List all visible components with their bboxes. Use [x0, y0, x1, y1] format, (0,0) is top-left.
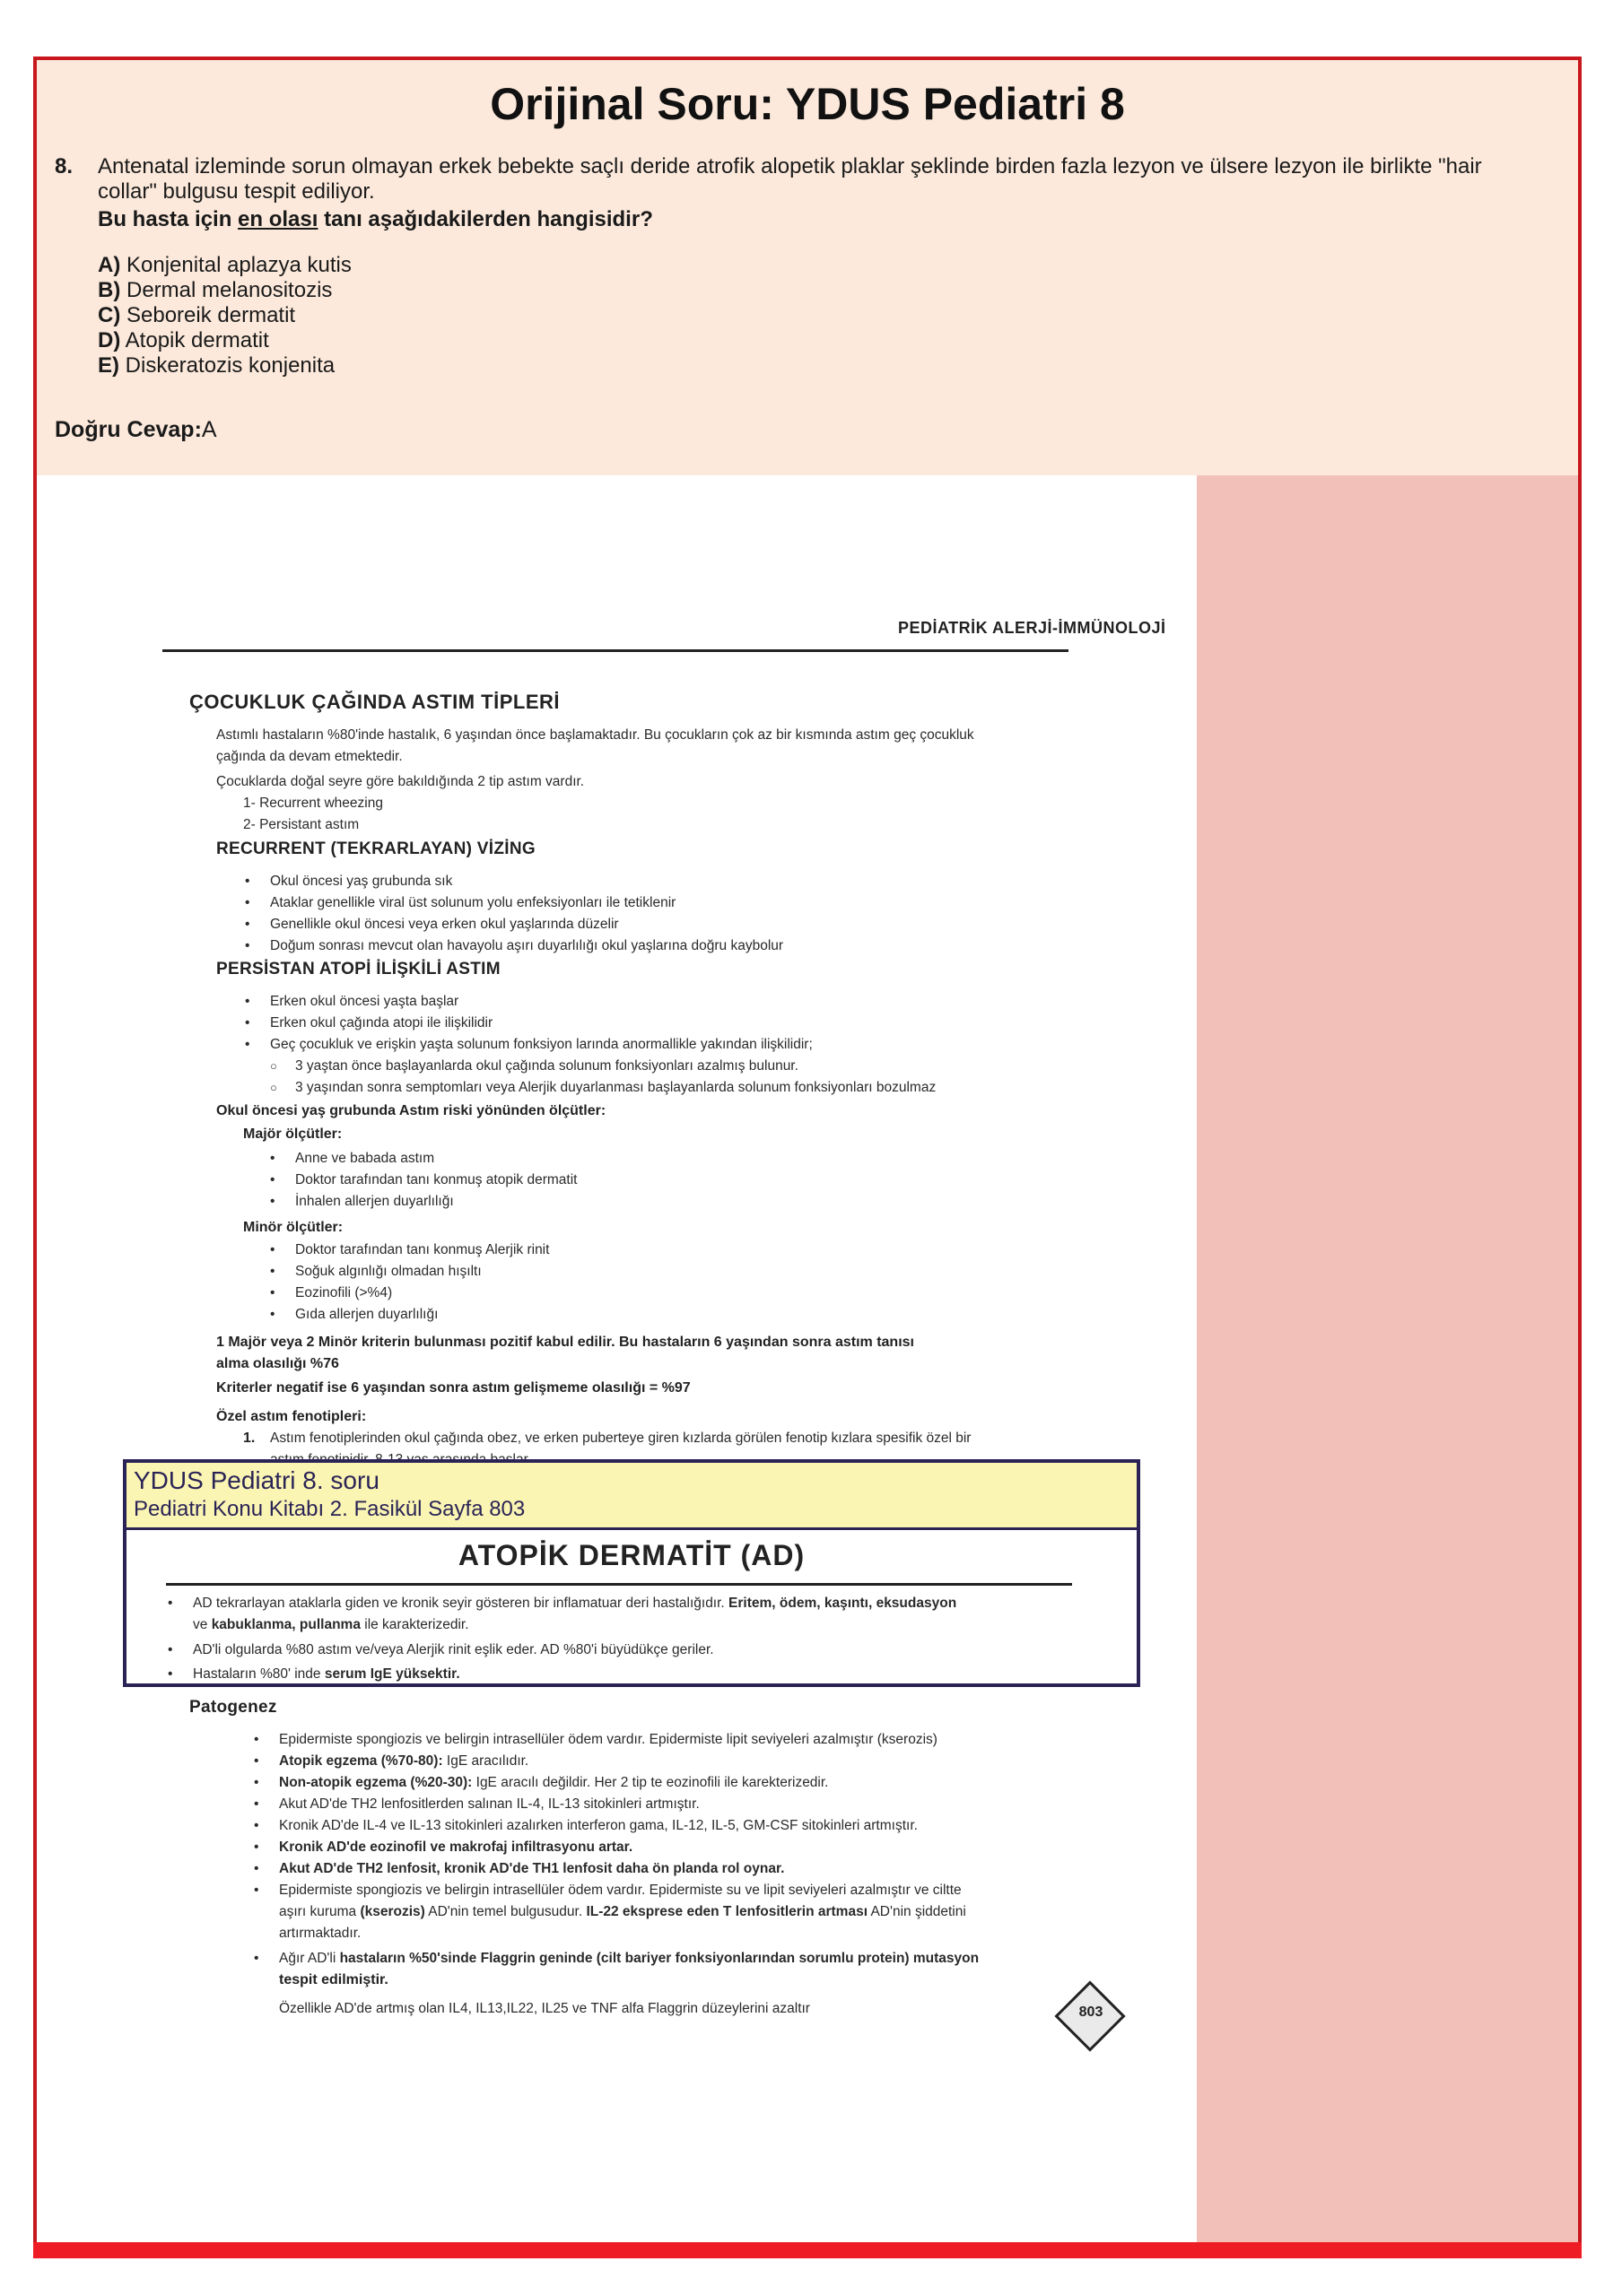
list-item: • Geç çocukluk ve erişkin yaşta solunum fonksiyon larında anormallikle yakından ilişkilidir;	[270, 1034, 813, 1056]
page-header: PEDİATRİK ALERJİ-İMMÜNOLOJİ	[898, 619, 1166, 637]
reference-header	[126, 1463, 1137, 1530]
option-e: E) Diskeratozis konjenita	[98, 353, 336, 378]
section-title-asthma: ÇOCUKLUK ÇAĞINDA ASTIM TİPLERİ	[189, 691, 561, 713]
book-page	[37, 475, 1197, 2247]
list-item: • Soğuk algınlığı olmadan hışıltı	[295, 1261, 482, 1283]
ad-item: • Hastaların %80' inde serum IgE yüksektir.	[193, 1664, 460, 1685]
atopic-dermatitis-title: ATOPİK DERMATİT (AD)	[458, 1539, 806, 1571]
option-b: B) Dermal melanositozis	[98, 278, 333, 302]
list-item: • Kronik AD'de IL-4 ve IL-13 sitokinleri azalırken interferon gama, IL-12, IL-5, GM-CSF sitokinleri artmıştır.	[279, 1815, 918, 1837]
list-item: • Epidermiste spongiozis ve belirgin intrasellüler ödem vardır. Epidermiste lipit seviyeleri azalmıştır (kserozis)	[279, 1729, 937, 1751]
list-item-cont: aşırı kuruma (kserozis) AD'nin temel bulgusudur. IL-22 eksprese eden T lenfositlerin artması AD'nin şiddetini	[279, 1904, 966, 1919]
criteria-line-3: Kriterler negatif ise 6 yaşından sonra astım gelişmeme olasılığı = %97	[216, 1380, 691, 1396]
list-item: • Akut AD'de TH2 lenfosit, kronik AD'de TH1 lenfosit daha ön planda rol oynar.	[279, 1858, 784, 1880]
list-item: • Anne ve babada astım	[295, 1148, 434, 1170]
option-c: C) Seboreik dermatit	[98, 303, 296, 327]
document-frame	[33, 57, 1582, 2250]
header-rule	[162, 649, 1068, 652]
risk-title: Okul öncesi yaş grubunda Astım riski yönünden ölçütler:	[216, 1103, 606, 1118]
list-item: • Epidermiste spongiozis ve belirgin intrasellüler ödem vardır. Epidermiste su ve lipit seviyeleri azalmıştır ve ciltte	[279, 1880, 962, 1901]
option-d: D) Atopik dermatit	[98, 328, 269, 352]
recurrent-title: RECURRENT (TEKRARLAYAN) VİZİNG	[216, 839, 536, 858]
minor-title: Minör ölçütler:	[243, 1220, 344, 1235]
list-item: • Ağır AD'li hastaların %50'sinde Flaggrin geninde (cilt bariyer fonksiyonlarından sorumlu protein) mutasyon	[279, 1948, 979, 1970]
reference-source: Pediatri Konu Kitabı 2. Fasikül Sayfa 803	[134, 1497, 526, 1521]
flaggrin-note: Özellikle AD'de artmış olan IL4, IL13,IL22, IL25 ve TNF alfa Flaggrin düzeylerini azaltır	[279, 2001, 810, 2016]
question-number: 8.	[55, 154, 74, 178]
list-item: • Kronik AD'de eozinofil ve makrofaj infiltrasyonu artar.	[279, 1837, 632, 1858]
list-item-cont: artırmaktadır.	[279, 1926, 362, 1941]
sub-list-item: ○ 3 yaştan önce başlayanlarda okul çağında solunum fonksiyonları azalmış bulunur.	[295, 1056, 798, 1077]
list-item-cont: tespit edilmiştir.	[279, 1972, 388, 1987]
list-item: • Akut AD'de TH2 lenfositlerden salınan IL-4, IL-13 sitokinleri artmıştır.	[279, 1794, 700, 1815]
sub-list-item: ○ 3 yaşından sonra semptomları veya Alerjik duyarlanması başlayanlarda solunum fonksiyonları bozulmaz	[295, 1077, 936, 1099]
type-item: 2- Persistant astım	[243, 817, 360, 832]
list-item: • Doktor tarafından tanı konmuş Alerjik rinit	[295, 1239, 549, 1261]
ad-item: • AD'li olgularda %80 astım ve/veya Alerjik rinit eşlik eder. AD %80'i büyüdükçe geriler.	[193, 1639, 714, 1661]
reference-question: YDUS Pediatri 8. soru	[134, 1466, 379, 1494]
list-item: • Okul öncesi yaş grubunda sık	[270, 871, 452, 892]
question-panel	[37, 60, 1578, 475]
phenotype-number: 1.	[243, 1431, 256, 1446]
pathogenesis-title: Patogenez	[189, 1698, 277, 1717]
intro-line-2: çağında da devam etmektedir.	[216, 749, 403, 764]
persistent-title: PERSİSTAN ATOPİ İLİŞKİLİ ASTIM	[216, 960, 501, 978]
list-item: • Non-atopik egzema (%20-30): IgE aracılı değildir. Her 2 tip te eozinofili ile karekterizedir.	[279, 1772, 829, 1794]
list-item: • Gıda allerjen duyarlılığı	[295, 1304, 438, 1326]
criteria-line-1: 1 Majör veya 2 Minör kriterin bulunması pozitif kabul edilir. Bu hastaların 6 yaşından sonra astım tanısı	[216, 1335, 914, 1350]
question-text: Antenatal izleminde sorun olmayan erkek bebekte saçlı deride atrofik alopetik plaklar şeklinde birden fazla lezyon ve ülsere lezyon ile birlikte "hair collar" bulgusu tespit ediliyor.	[98, 154, 1482, 204]
list-item: • Eozinofili (>%4)	[295, 1283, 392, 1304]
list-item: • Ataklar genellikle viral üst solunum yolu enfeksiyonları ile tetiklenir	[270, 892, 676, 914]
phenotype-text: Astım fenotiplerinden okul çağında obez, ve erken puberteye giren kızlarda görülen fenotip kızlara spesifik özel bir	[270, 1431, 972, 1446]
intro-line-3: Çocuklarda doğal seyre göre bakıldığında 2 tip astım vardır.	[216, 774, 585, 789]
major-title: Majör ölçütler:	[243, 1126, 343, 1142]
list-item: • Doktor tarafından tanı konmuş atopik dermatit	[295, 1170, 577, 1191]
question-ask: Bu hasta için en olası tanı aşağıdakilerden hangisidir?	[98, 207, 653, 231]
ad-item: • AD tekrarlayan ataklarla giden ve kronik seyir gösteren bir inflamatuar deri hastalığıdır. Eritem, ödem, kaşıntı, eksudasyon	[193, 1593, 956, 1614]
criteria-line-2: alma olasılığı %76	[216, 1356, 339, 1371]
list-item: • Erken okul çağında atopi ile ilişkilidir	[270, 1013, 493, 1034]
bottom-red-bar	[33, 2242, 1582, 2258]
list-item: • Doğum sonrası mevcut olan havayolu aşırı duyarlılığı okul yaşlarına doğru kaybolur	[270, 935, 783, 957]
ad-item-cont: ve kabuklanma, pullanma ile karakterizedir.	[193, 1617, 469, 1632]
margin-strip	[1197, 475, 1578, 2247]
list-item: • Erken okul öncesi yaşta başlar	[270, 991, 458, 1013]
ad-rule	[166, 1583, 1072, 1586]
intro-line-1: Astımlı hastaların %80'inde hastalık, 6 yaşından önce başlamaktadır. Bu çocukların çok az bir kısmında astım geç çocukluk	[216, 727, 974, 743]
page-number: 803	[1078, 2005, 1103, 2020]
question-title: Orijinal Soru: YDUS Pediatri 8	[490, 79, 1125, 129]
answer-options	[98, 253, 352, 378]
correct-answer: Doğru Cevap:A	[55, 417, 217, 442]
reference-box	[123, 1459, 1140, 1687]
list-item: • Genellikle okul öncesi veya erken okul yaşlarında düzelir	[270, 914, 619, 935]
list-item: • Atopik egzema (%70-80): IgE aracılıdır.	[279, 1751, 528, 1772]
type-item: 1- Recurrent wheezing	[243, 796, 383, 811]
phenotype-title: Özel astım fenotipleri:	[216, 1409, 367, 1424]
list-item: • İnhalen allerjen duyarlılığı	[295, 1191, 454, 1213]
option-a: A) Konjenital aplazya kutis	[98, 253, 352, 277]
